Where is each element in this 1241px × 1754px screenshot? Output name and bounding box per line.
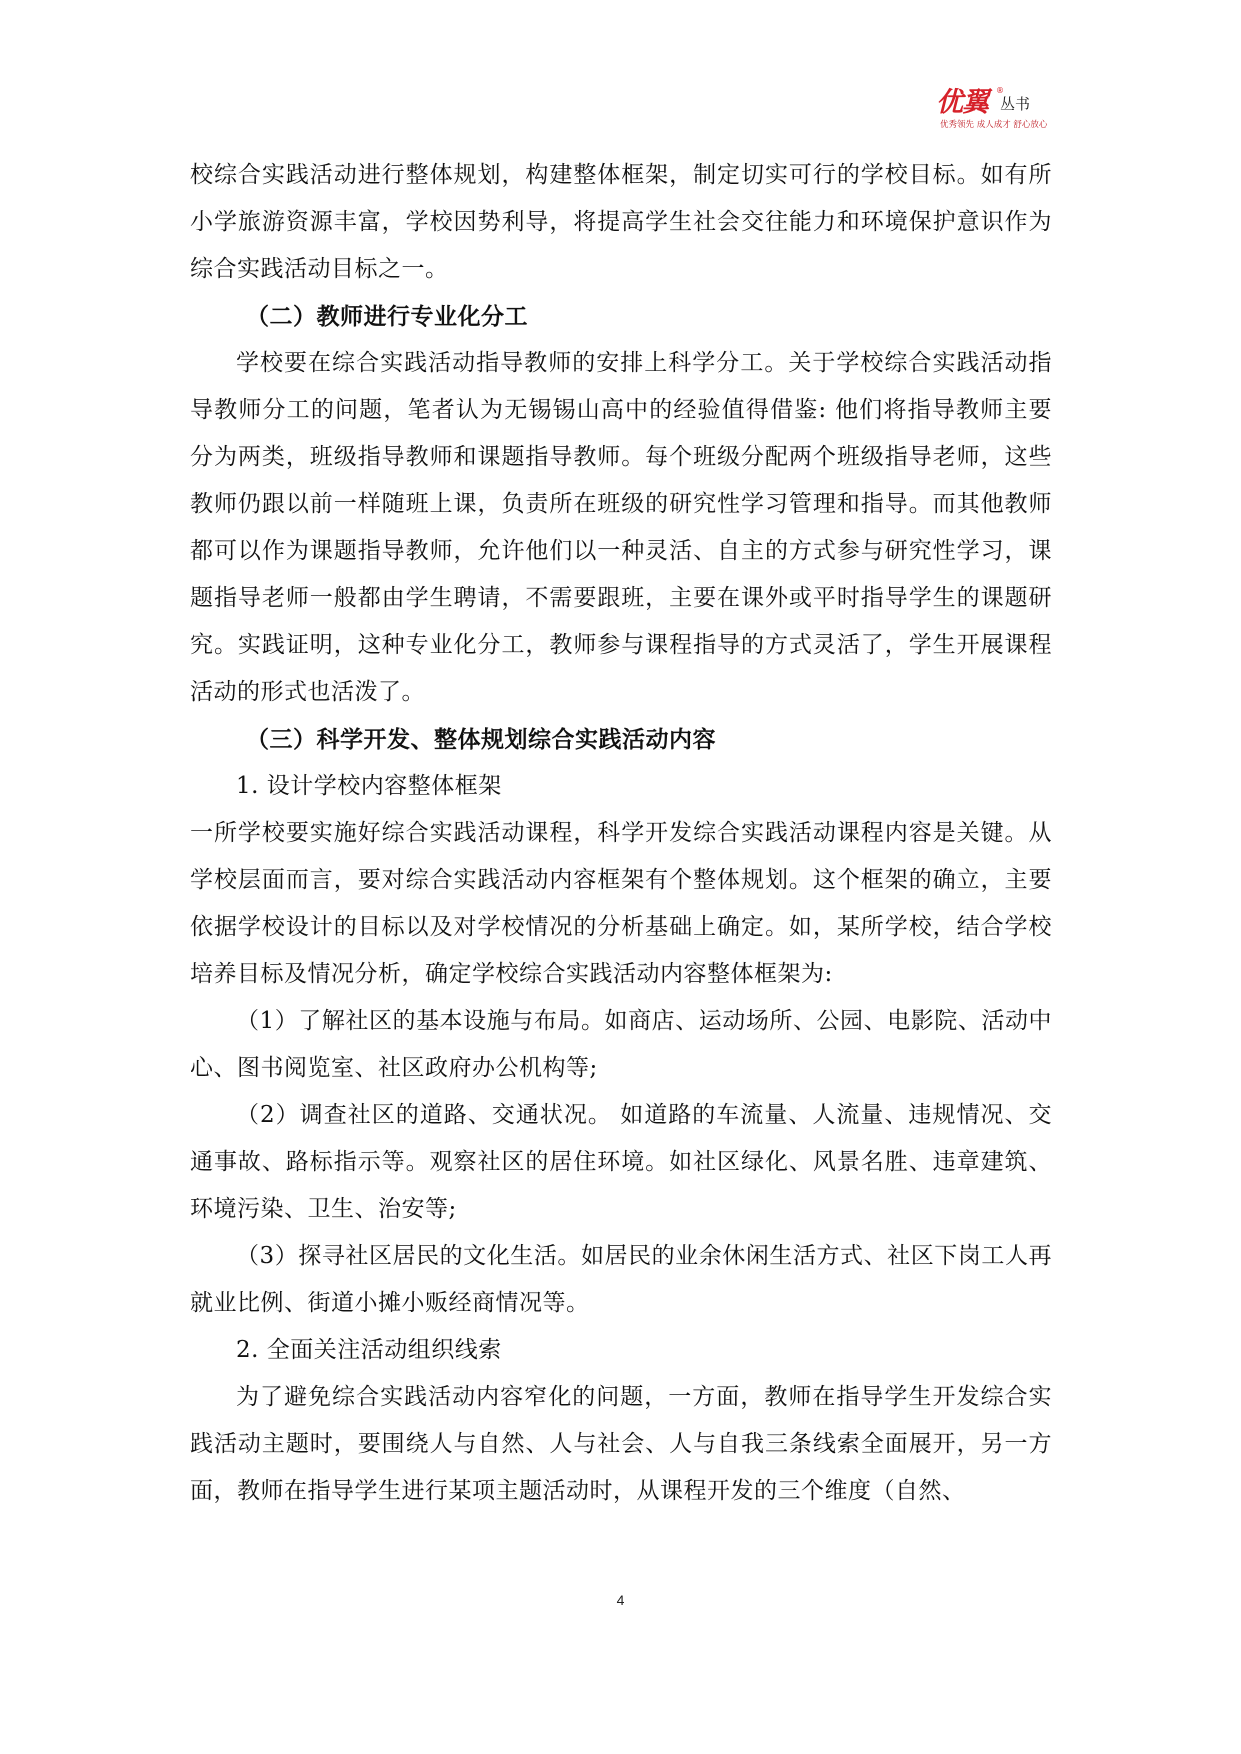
logo-brand-text: 优翼	[936, 87, 988, 118]
logo-series-text: 丛书	[1000, 95, 1031, 113]
list-item: （2）调查社区的道路、交通状况。 如道路的车流量、人流量、违规情况、交通事故、路标指示等。观察社区的居住环境。如社区绿化、风景名胜、违章建筑、环境污染、卫生、治安等;	[190, 1102, 1052, 1222]
subsection-heading: 1. 设计学校内容整体框架	[236, 773, 502, 799]
logo-slogan: 优秀领先 成人成才 舒心放心	[940, 120, 1048, 130]
publisher-logo	[936, 88, 1056, 134]
list-item: （3）探寻社区居民的文化生活。如居民的业余休闲生活方式、社区下岗工人再就业比例、街道小摊小贩经商情况等。	[190, 1243, 1052, 1316]
paragraph: 为了避免综合实践活动内容窄化的问题，一方面，教师在指导学生开发综合实践活动主题时，要围绕人与自然、人与社会、人与自我三条线索全面展开，另一方面，教师在指导学生进行某项主题活动时，从课程开发的三个维度（自然、	[190, 1384, 1052, 1504]
section-heading: （二）教师进行专业化分工	[246, 303, 528, 330]
registered-mark: ®	[996, 86, 1004, 95]
document-body	[190, 152, 1052, 1515]
paragraph: 学校要在综合实践活动指导教师的安排上科学分工。关于学校综合实践活动指导教师分工的问题，笔者认为无锡锡山高中的经验值得借鉴: 他们将指导教师主要分为两类，班级指导教师和课题指导教师。每个班级分配两个班级指导老师，这些教师仍跟以前一样随班上课，负责所在班级的研究性学习管理和指导。而其他教师都可以作为课题指导教师，允许他们以一种灵活、自主的方式参与研究性学习，课题指导老师一般都由学生聘请，不需要跟班，主要在课外或平时指导学生的课题研究。实践证明，这种专业化分工，教师参与课程指导的方式灵活了，学生开展课程活动的形式也活泼了。	[190, 350, 1052, 705]
list-item: （1）了解社区的基本设施与布局。如商店、运动场所、公园、电影院、活动中心、图书阅览室、社区政府办公机构等;	[190, 1008, 1052, 1081]
paragraph: 校综合实践活动进行整体规划，构建整体框架，制定切实可行的学校目标。如有所小学旅游资源丰富，学校因势利导，将提高学生社会交往能力和环境保护意识作为综合实践活动目标之一。	[190, 162, 1052, 282]
page-number: 4	[616, 1592, 625, 1608]
subsection-heading: 2. 全面关注活动组织线索	[236, 1337, 502, 1363]
section-heading: （三）科学开发、整体规划综合实践活动内容	[246, 726, 716, 753]
paragraph: 一所学校要实施好综合实践活动课程，科学开发综合实践活动课程内容是关键。从学校层面而言，要对综合实践活动内容框架有个整体规划。这个框架的确立，主要依据学校设计的目标以及对学校情况的分析基础上确定。如，某所学校，结合学校培养目标及情况分析，确定学校综合实践活动内容整体框架为:	[190, 820, 1052, 987]
